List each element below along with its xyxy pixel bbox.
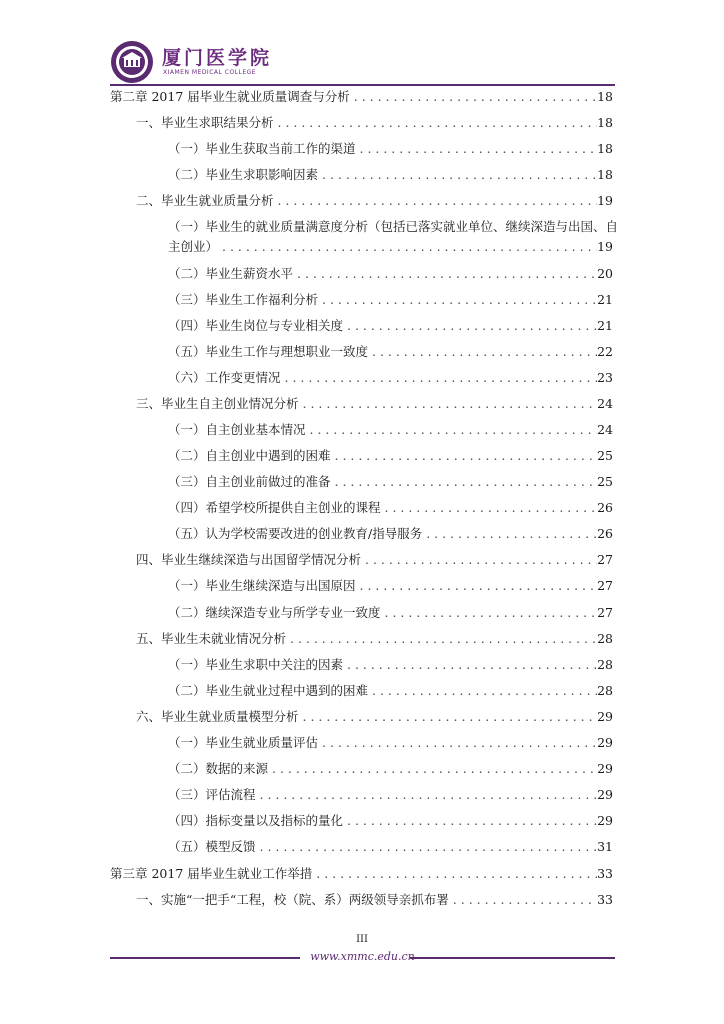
toc-leader-dots — [343, 657, 597, 673]
toc-entry-page: 25 — [597, 474, 613, 489]
toc-entry-label: 主创业） — [168, 239, 219, 254]
toc-entry-page: 27 — [597, 552, 613, 567]
toc-leader-dots — [356, 578, 598, 594]
toc-leader-dots — [281, 370, 598, 386]
toc-leader-dots — [274, 193, 598, 209]
toc-entry[interactable] — [168, 344, 613, 360]
toc-entry-label: （五）毕业生工作与理想职业一致度 — [168, 344, 369, 359]
toc-leader-dots — [381, 605, 598, 621]
toc-entry[interactable] — [168, 500, 613, 516]
toc-leader-dots — [318, 292, 597, 308]
toc-leader-dots — [343, 318, 597, 334]
page-number: III — [356, 934, 368, 945]
toc-leader-dots — [368, 344, 597, 360]
college-seal-icon — [110, 40, 154, 84]
college-name-cn: 厦门医学院 — [162, 47, 273, 69]
toc-entry-page: 33 — [597, 892, 613, 907]
toc-entry-label-line1[interactable]: （一）毕业生的就业质量满意度分析（包括已落实就业单位、继续深造与出国、自 — [168, 219, 619, 234]
toc-entry-label: （二）毕业生就业过程中遇到的困难 — [168, 683, 369, 698]
toc-entry[interactable] — [110, 89, 613, 105]
toc-entry-label: （二）自主创业中遇到的困难 — [168, 448, 331, 463]
page-header — [110, 40, 615, 86]
toc-entry[interactable] — [168, 683, 613, 699]
toc-leader-dots — [368, 683, 597, 699]
toc-entry-page: 18 — [597, 89, 613, 104]
toc-entry-page: 27 — [597, 605, 613, 620]
toc-entry-label: （一）毕业生求职中关注的因素 — [168, 657, 344, 672]
toc-entry-label: （一）毕业生继续深造与出国原因 — [168, 578, 356, 593]
toc-entry-label: （一）自主创业基本情况 — [168, 422, 306, 437]
page-footer — [110, 950, 615, 964]
toc-entry-page: 29 — [597, 735, 613, 750]
toc-entry[interactable] — [168, 578, 613, 594]
toc-entry[interactable] — [168, 318, 613, 334]
toc-entry[interactable] — [168, 474, 613, 490]
toc-entry[interactable] — [168, 292, 613, 308]
toc-entry-page: 28 — [597, 683, 613, 698]
toc-entry[interactable] — [168, 167, 613, 183]
toc-entry[interactable] — [168, 239, 613, 255]
toc-leader-dots — [312, 866, 597, 882]
toc-entry-page: 19 — [597, 239, 613, 254]
toc-entry[interactable] — [110, 866, 613, 882]
toc-leader-dots — [306, 422, 598, 438]
toc-leader-dots — [350, 89, 597, 105]
toc-entry-page: 33 — [597, 866, 613, 881]
toc-entry[interactable] — [168, 761, 613, 777]
toc-entry-label: 第三章 2017 届毕业生就业工作举措 — [110, 866, 313, 881]
toc-entry-page: 23 — [597, 370, 613, 385]
toc-entry[interactable] — [168, 448, 613, 464]
toc-entry-label: （五）模型反馈 — [168, 839, 256, 854]
toc-leader-dots — [331, 474, 598, 490]
toc-leader-dots — [299, 709, 598, 725]
toc-entry-page: 29 — [597, 787, 613, 802]
toc-leader-dots — [256, 839, 598, 855]
toc-entry-page: 18 — [597, 167, 613, 182]
toc-entry-page: 18 — [597, 115, 613, 130]
footer-website[interactable]: www.xmmc.edu.cn — [310, 950, 415, 963]
toc-entry[interactable] — [168, 526, 613, 542]
toc-entry[interactable] — [136, 396, 613, 412]
toc-entry-page: 20 — [597, 266, 613, 281]
toc-entry-page: 25 — [597, 448, 613, 463]
toc-entry[interactable] — [168, 813, 613, 829]
toc-leader-dots — [286, 631, 597, 647]
toc-entry-label: （四）希望学校所提供自主创业的课程 — [168, 500, 381, 515]
toc-entry-page: 27 — [597, 578, 613, 593]
toc-leader-dots — [256, 787, 598, 803]
toc-leader-dots — [318, 167, 597, 183]
toc-entry-label: （五）认为学校需要改进的创业教育/指导服务 — [168, 526, 423, 541]
toc-entry-label: （四）毕业生岗位与专业相关度 — [168, 318, 344, 333]
toc-entry-page: 22 — [597, 344, 613, 359]
toc-entry-label: 三、毕业生自主创业情况分析 — [136, 396, 299, 411]
toc-entry-label: （三）自主创业前做过的准备 — [168, 474, 331, 489]
toc-leader-dots — [343, 813, 597, 829]
toc-entry[interactable] — [136, 709, 613, 725]
toc-entry[interactable] — [136, 115, 613, 131]
toc-entry[interactable] — [168, 657, 613, 673]
toc-entry[interactable] — [168, 735, 613, 751]
toc-entry-page: 29 — [597, 761, 613, 776]
toc-entry-page: 21 — [597, 292, 613, 307]
toc-entry-label: （六）工作变更情况 — [168, 370, 281, 385]
toc-entry-page: 28 — [597, 657, 613, 672]
toc-entry[interactable] — [168, 141, 613, 157]
toc-entry-label: （二）继续深造专业与所学专业一致度 — [168, 605, 381, 620]
toc-entry[interactable] — [136, 552, 613, 568]
toc-entry-label: 四、毕业生继续深造与出国留学情况分析 — [136, 552, 362, 567]
toc-entry[interactable] — [168, 266, 613, 282]
toc-entry-page: 24 — [597, 396, 613, 411]
toc-entry-label: 六、毕业生就业质量模型分析 — [136, 709, 299, 724]
toc-leader-dots — [422, 526, 597, 542]
toc-entry[interactable] — [168, 370, 613, 386]
toc-entry-page: 19 — [597, 193, 613, 208]
toc-entry-label: （一）毕业生就业质量评估 — [168, 735, 319, 750]
toc-entry-page: 26 — [597, 526, 613, 541]
toc-entry-page: 29 — [597, 813, 613, 828]
toc-leader-dots — [268, 761, 597, 777]
toc-entry-label: 一、实施“一把手“工程，校（院、系）两级领导亲抓布署 — [136, 892, 449, 907]
toc-entry[interactable] — [168, 605, 613, 621]
toc-entry-label: （二）毕业生薪资水平 — [168, 266, 294, 281]
toc-entry-page: 28 — [597, 631, 613, 646]
college-name-en: XIAMEN MEDICAL COLLEGE — [163, 69, 257, 76]
header-rule — [110, 84, 615, 86]
toc-leader-dots — [449, 892, 597, 908]
toc-entry[interactable] — [168, 839, 613, 855]
toc-entry-page: 31 — [597, 839, 613, 854]
toc-entry[interactable] — [168, 787, 613, 803]
toc-leader-dots — [331, 448, 598, 464]
toc-entry-page: 26 — [597, 500, 613, 515]
toc-entry-label: （三）评估流程 — [168, 787, 256, 802]
toc-leader-dots — [299, 396, 598, 412]
toc-entry-label: 一、毕业生求职结果分析 — [136, 115, 274, 130]
toc-leader-dots — [218, 239, 597, 255]
toc-entry-label: （二）毕业生求职影响因素 — [168, 167, 319, 182]
toc-leader-dots — [293, 266, 597, 282]
toc-entry-label: （三）毕业生工作福利分析 — [168, 292, 319, 307]
toc-entry-label: （一）毕业生获取当前工作的渠道 — [168, 141, 356, 156]
toc-entry-label: （二）数据的来源 — [168, 761, 269, 776]
toc-leader-dots — [356, 141, 598, 157]
toc-entry-label: 二、毕业生就业质量分析 — [136, 193, 274, 208]
toc-entry[interactable] — [136, 892, 613, 908]
toc-entry-page: 24 — [597, 422, 613, 437]
toc-entry[interactable] — [136, 193, 613, 209]
toc-entry[interactable] — [168, 422, 613, 438]
toc-entry-label: （四）指标变量以及指标的量化 — [168, 813, 344, 828]
toc-entry-label: 第二章 2017 届毕业生就业质量调查与分析 — [110, 89, 350, 104]
toc-entry-label: 五、毕业生未就业情况分析 — [136, 631, 287, 646]
toc-entry-page: 29 — [597, 709, 613, 724]
toc-leader-dots — [318, 735, 597, 751]
toc-leader-dots — [361, 552, 597, 568]
toc-entry[interactable] — [136, 631, 613, 647]
toc-entry-page: 18 — [597, 141, 613, 156]
toc-entry-page: 21 — [597, 318, 613, 333]
toc-leader-dots — [274, 115, 598, 131]
toc-leader-dots — [381, 500, 598, 516]
